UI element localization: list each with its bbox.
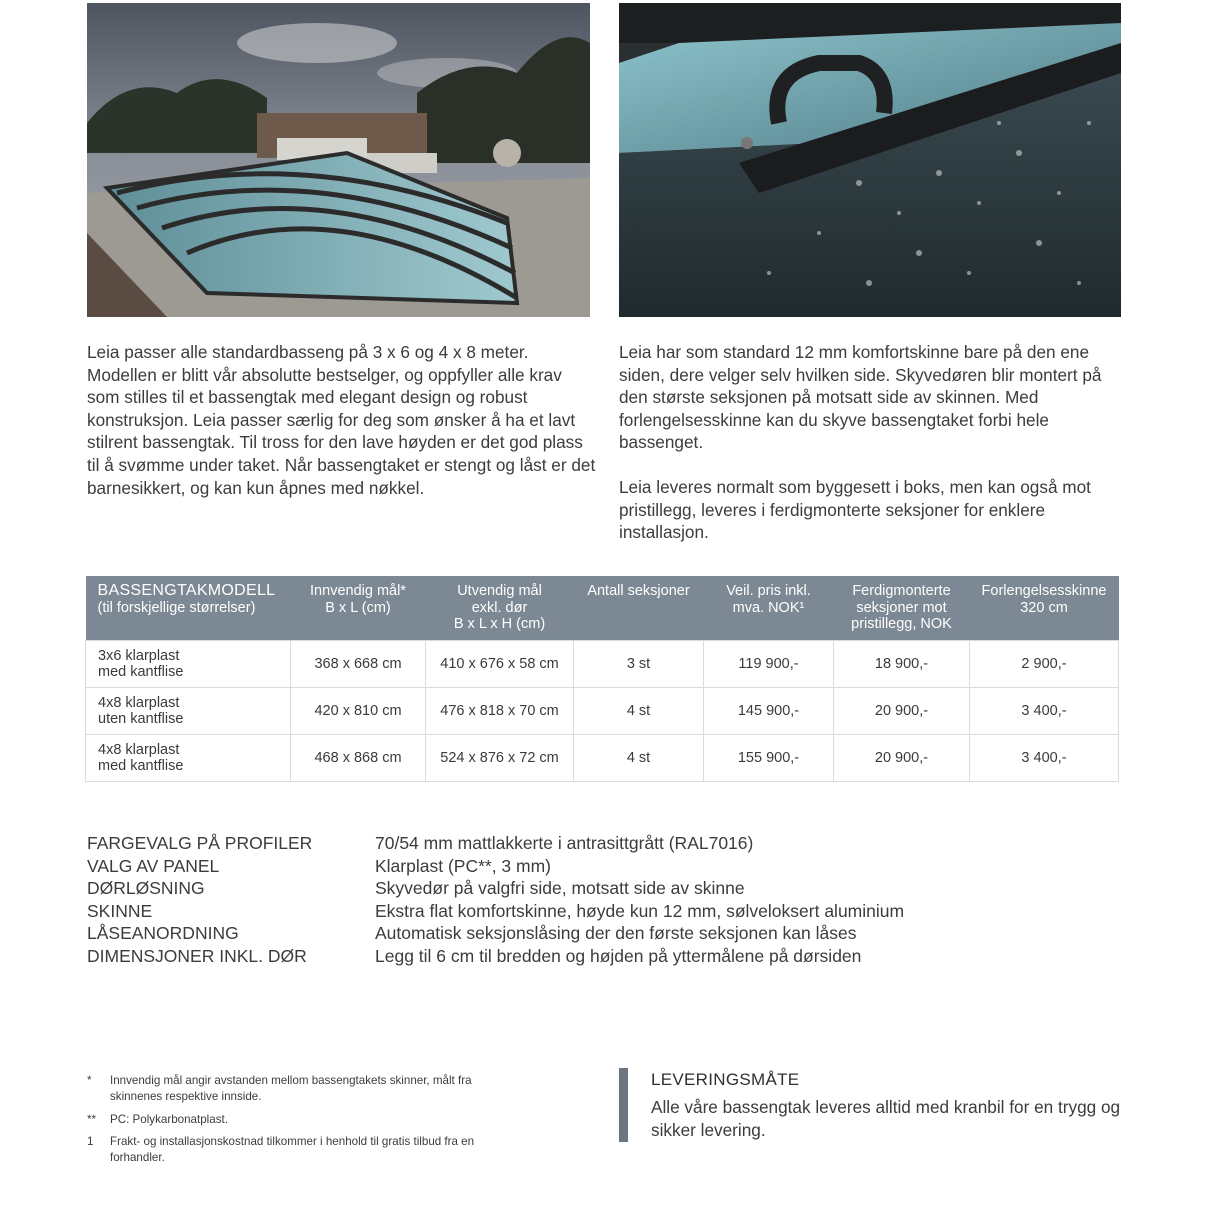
cell-extension: 3 400,- [970, 688, 1119, 735]
footnotes [87, 1073, 487, 1173]
delivery-text: Alle våre bassengtak leveres alltid med kranbil for en trygg og sikker levering. [651, 1097, 1121, 1140]
footnote-text: Frakt- og installasjonskostnad tilkommer i henhold til gratis tilbud fra en forhandler. [110, 1135, 475, 1165]
header-sections: Antall seksjoner [574, 576, 704, 641]
cell-outer: 476 x 818 x 70 cm [426, 688, 574, 735]
header-premade: Ferdigmonterte seksjoner mot pristillegg, NOK [834, 576, 970, 641]
table-row [86, 641, 1119, 688]
intro-left-paragraph: Leia passer alle standardbasseng på 3 x 6 og 4 x 8 meter. Modellen er blitt vår absolutte bestselger, og oppfyller alle krav som stilles til et bassengtak med elegant design og robust konstruksjon. Leia passer særlig for deg som ønsker å ha et lavt stilrent bassengtak. Til tross for den lave høyden er det god plass til å svømme under taket. Når bassengtaket er stengt og låst er det barnesikkert, og kan kun åpnes med nøkkel. [87, 342, 596, 498]
property-value: Klarplast (PC**, 3 mm) [375, 855, 552, 876]
cell-sections: 4 st [574, 688, 704, 735]
cell-sections: 3 st [574, 641, 704, 688]
intro-right-paragraph-1: Leia har som standard 12 mm komfortskinne bare på den ene siden, dere velger selv hvilken side. Skyvedøren blir montert på den største seksjonen på motsatt side av skinnen. Med forlengelsesskinne kan du skyve bassengtaket forbi hele bassenget. [619, 342, 1102, 453]
property-value: Skyvedør på valgfri side, motsatt side av skinne [375, 878, 745, 899]
cell-premade: 18 900,- [834, 641, 970, 688]
cell-inner: 420 x 810 cm [291, 688, 426, 735]
cell-inner: 468 x 868 cm [291, 735, 426, 782]
cell-sections: 4 st [574, 735, 704, 782]
cell-premade: 20 900,- [834, 688, 970, 735]
footnote [87, 1112, 487, 1128]
header-inner-size: Innvendig mål* B x L (cm) [291, 576, 426, 641]
footnote-mark: ** [87, 1112, 97, 1126]
header-extension-rail: Forlengelsesskinne 320 cm [970, 576, 1119, 641]
cell-model: 4x8 klarplast uten kantflise [86, 688, 291, 735]
property-label: LÅSEANORDNING [87, 923, 239, 944]
property-value: Ekstra flat komfortskinne, høyde kun 12 mm, sølveloksert aluminium [375, 900, 905, 921]
property-value: 70/54 mm mattlakkerte i antrasittgrått (RAL7016) [375, 833, 754, 853]
property-row [87, 922, 987, 945]
cell-outer: 410 x 676 x 58 cm [426, 641, 574, 688]
cell-price: 155 900,- [704, 735, 834, 782]
property-label: SKINNE [87, 900, 153, 921]
cell-model: 4x8 klarplast med kantflise [86, 735, 291, 782]
intro-right-paragraph-2: Leia leveres normalt som byggesett i boks, men kan også mot pristillegg, leveres i ferdigmonterte seksjoner for enklere installasjon. [619, 477, 1091, 543]
header-price: Veil. pris inkl. mva. NOK¹ [704, 576, 834, 641]
property-row [87, 900, 987, 923]
footnote-mark: * [87, 1074, 92, 1087]
property-list [87, 832, 987, 968]
property-label: DIMENSJONER INKL. DØR [87, 945, 307, 966]
cell-model: 3x6 klarplast med kantflise [86, 641, 291, 688]
footnote-text: PC: Polykarbonatplast. [110, 1112, 228, 1126]
property-row [87, 832, 987, 855]
table-row [86, 688, 1119, 735]
footnote [87, 1073, 487, 1105]
pool-cover-handle-photo [619, 3, 1121, 317]
pool-enclosure-garden-image [87, 3, 590, 317]
property-row [87, 945, 987, 968]
pool-cover-handle-image [619, 3, 1121, 317]
delivery-info [619, 1068, 1119, 1142]
header-outer-size: Utvendig mål exkl. dør B x L x H (cm) [426, 576, 574, 641]
footnote [87, 1134, 487, 1166]
cell-price: 119 900,- [704, 641, 834, 688]
property-label: DØRLØSNING [87, 878, 205, 899]
cell-extension: 3 400,- [970, 735, 1119, 782]
cell-extension: 2 900,- [970, 641, 1119, 688]
cell-inner: 368 x 668 cm [291, 641, 426, 688]
property-value: Automatisk seksjonslåsing der den første seksjonen kan låses [375, 923, 857, 944]
property-row [87, 877, 987, 900]
property-row [87, 855, 987, 878]
delivery-title: LEVERINGSMÅTE [651, 1070, 800, 1089]
model-spec-table [85, 576, 1119, 782]
accent-bar [619, 1068, 628, 1142]
cell-premade: 20 900,- [834, 735, 970, 782]
table-row [86, 735, 1119, 782]
property-label: FARGEVALG PÅ PROFILER [87, 833, 313, 853]
cell-price: 145 900,- [704, 688, 834, 735]
pool-enclosure-garden-photo [87, 3, 590, 317]
footnote-text: Innvendig mål angir avstanden mellom bassengtakets skinner, målt fra skinnenes respektive innside. [110, 1074, 472, 1103]
table-header-row [86, 576, 1119, 641]
cell-outer: 524 x 876 x 72 cm [426, 735, 574, 782]
footnote-mark: 1 [87, 1135, 94, 1149]
header-model: BASSENGTAKMODELL (til forskjellige størrelser) [86, 576, 291, 641]
property-value: Legg til 6 cm til bredden og højden på yttermålene på dørsiden [375, 945, 862, 966]
property-label: VALG AV PANEL [87, 855, 220, 876]
